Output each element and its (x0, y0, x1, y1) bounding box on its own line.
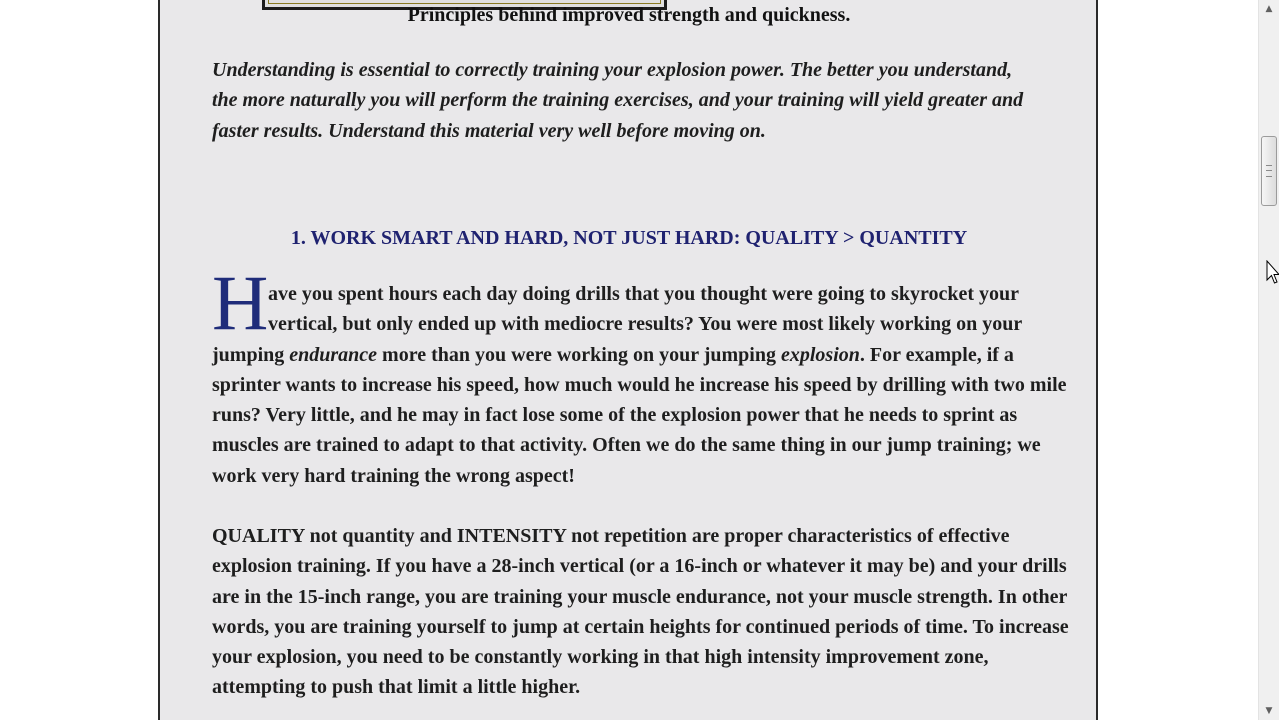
scroll-down-arrow-icon[interactable]: ▼ (1265, 706, 1273, 716)
grip-icon (1266, 165, 1272, 177)
paragraph-line: vertical, but only ended up with mediocre results? You were most likely working on your (268, 313, 1023, 336)
vertical-scrollbar[interactable] (1258, 0, 1279, 720)
emphasis-explosion: explosion (780, 343, 860, 366)
scroll-up-arrow-icon[interactable]: ▲ (1265, 4, 1273, 14)
text-run: more than you were working on your jumping (377, 343, 781, 366)
text-run: . For example, if a (859, 343, 1014, 366)
paragraph-line: runs? Very little, and he may in fact lose some of the explosion power that he needs to sprint as (212, 404, 1018, 427)
chapter-subtitle: Principles behind improved strength and quickness. (407, 4, 851, 26)
paragraph-line: attempting to push that limit a little higher. (212, 676, 581, 699)
paragraph-line: your explosion, you need to be constantly working in that high intensity improvement zone, (212, 646, 989, 669)
mouse-cursor-icon (1266, 260, 1279, 286)
paragraph-line: ave you spent hours each day doing drills that you thought were going to skyrocket your (268, 283, 1019, 305)
paragraph-1 (212, 279, 1067, 491)
paragraph-2 (212, 521, 1069, 703)
paragraph-line: QUALITY not quantity and INTENSITY not repetition are proper characteristics of effective (212, 525, 1010, 547)
paragraph-line (212, 340, 1052, 370)
section-heading: 1. WORK SMART AND HARD, NOT JUST HARD: QUALITY > QUANTITY (290, 227, 968, 249)
paragraph-line: words, you are training yourself to jump at certain heights for continued periods of time. To increase (212, 615, 1069, 638)
drop-cap-letter: H (212, 259, 269, 346)
scroll-thumb[interactable] (1261, 136, 1277, 206)
text-run: jumping (212, 343, 290, 366)
paragraph-line: work very hard training the wrong aspect! (212, 464, 575, 487)
paragraph-line: explosion training. If you have a 28-inch vertical (or a 16-inch or whatever it may be) and your drills (212, 555, 1067, 578)
paragraph-line: are in the 15-inch range, you are training your muscle endurance, not your muscle strength. In other (212, 585, 1068, 608)
intro-paragraph (212, 55, 1046, 146)
intro-line: Understanding is essential to correctly training your explosion power. The better you understand, (212, 59, 1013, 81)
paragraph-line: sprinter wants to increase his speed, how much would he increase his speed by drilling with two mile (212, 373, 1067, 396)
intro-line: the more naturally you will perform the training exercises, and your training will yield greater and (212, 89, 1024, 112)
paragraph-line: muscles are trained to adapt to that activity. Often we do the same thing in our jump training; we (212, 434, 1041, 457)
intro-line: faster results. Understand this material very well before moving on. (212, 119, 766, 142)
emphasis-endurance: endurance (289, 343, 378, 366)
